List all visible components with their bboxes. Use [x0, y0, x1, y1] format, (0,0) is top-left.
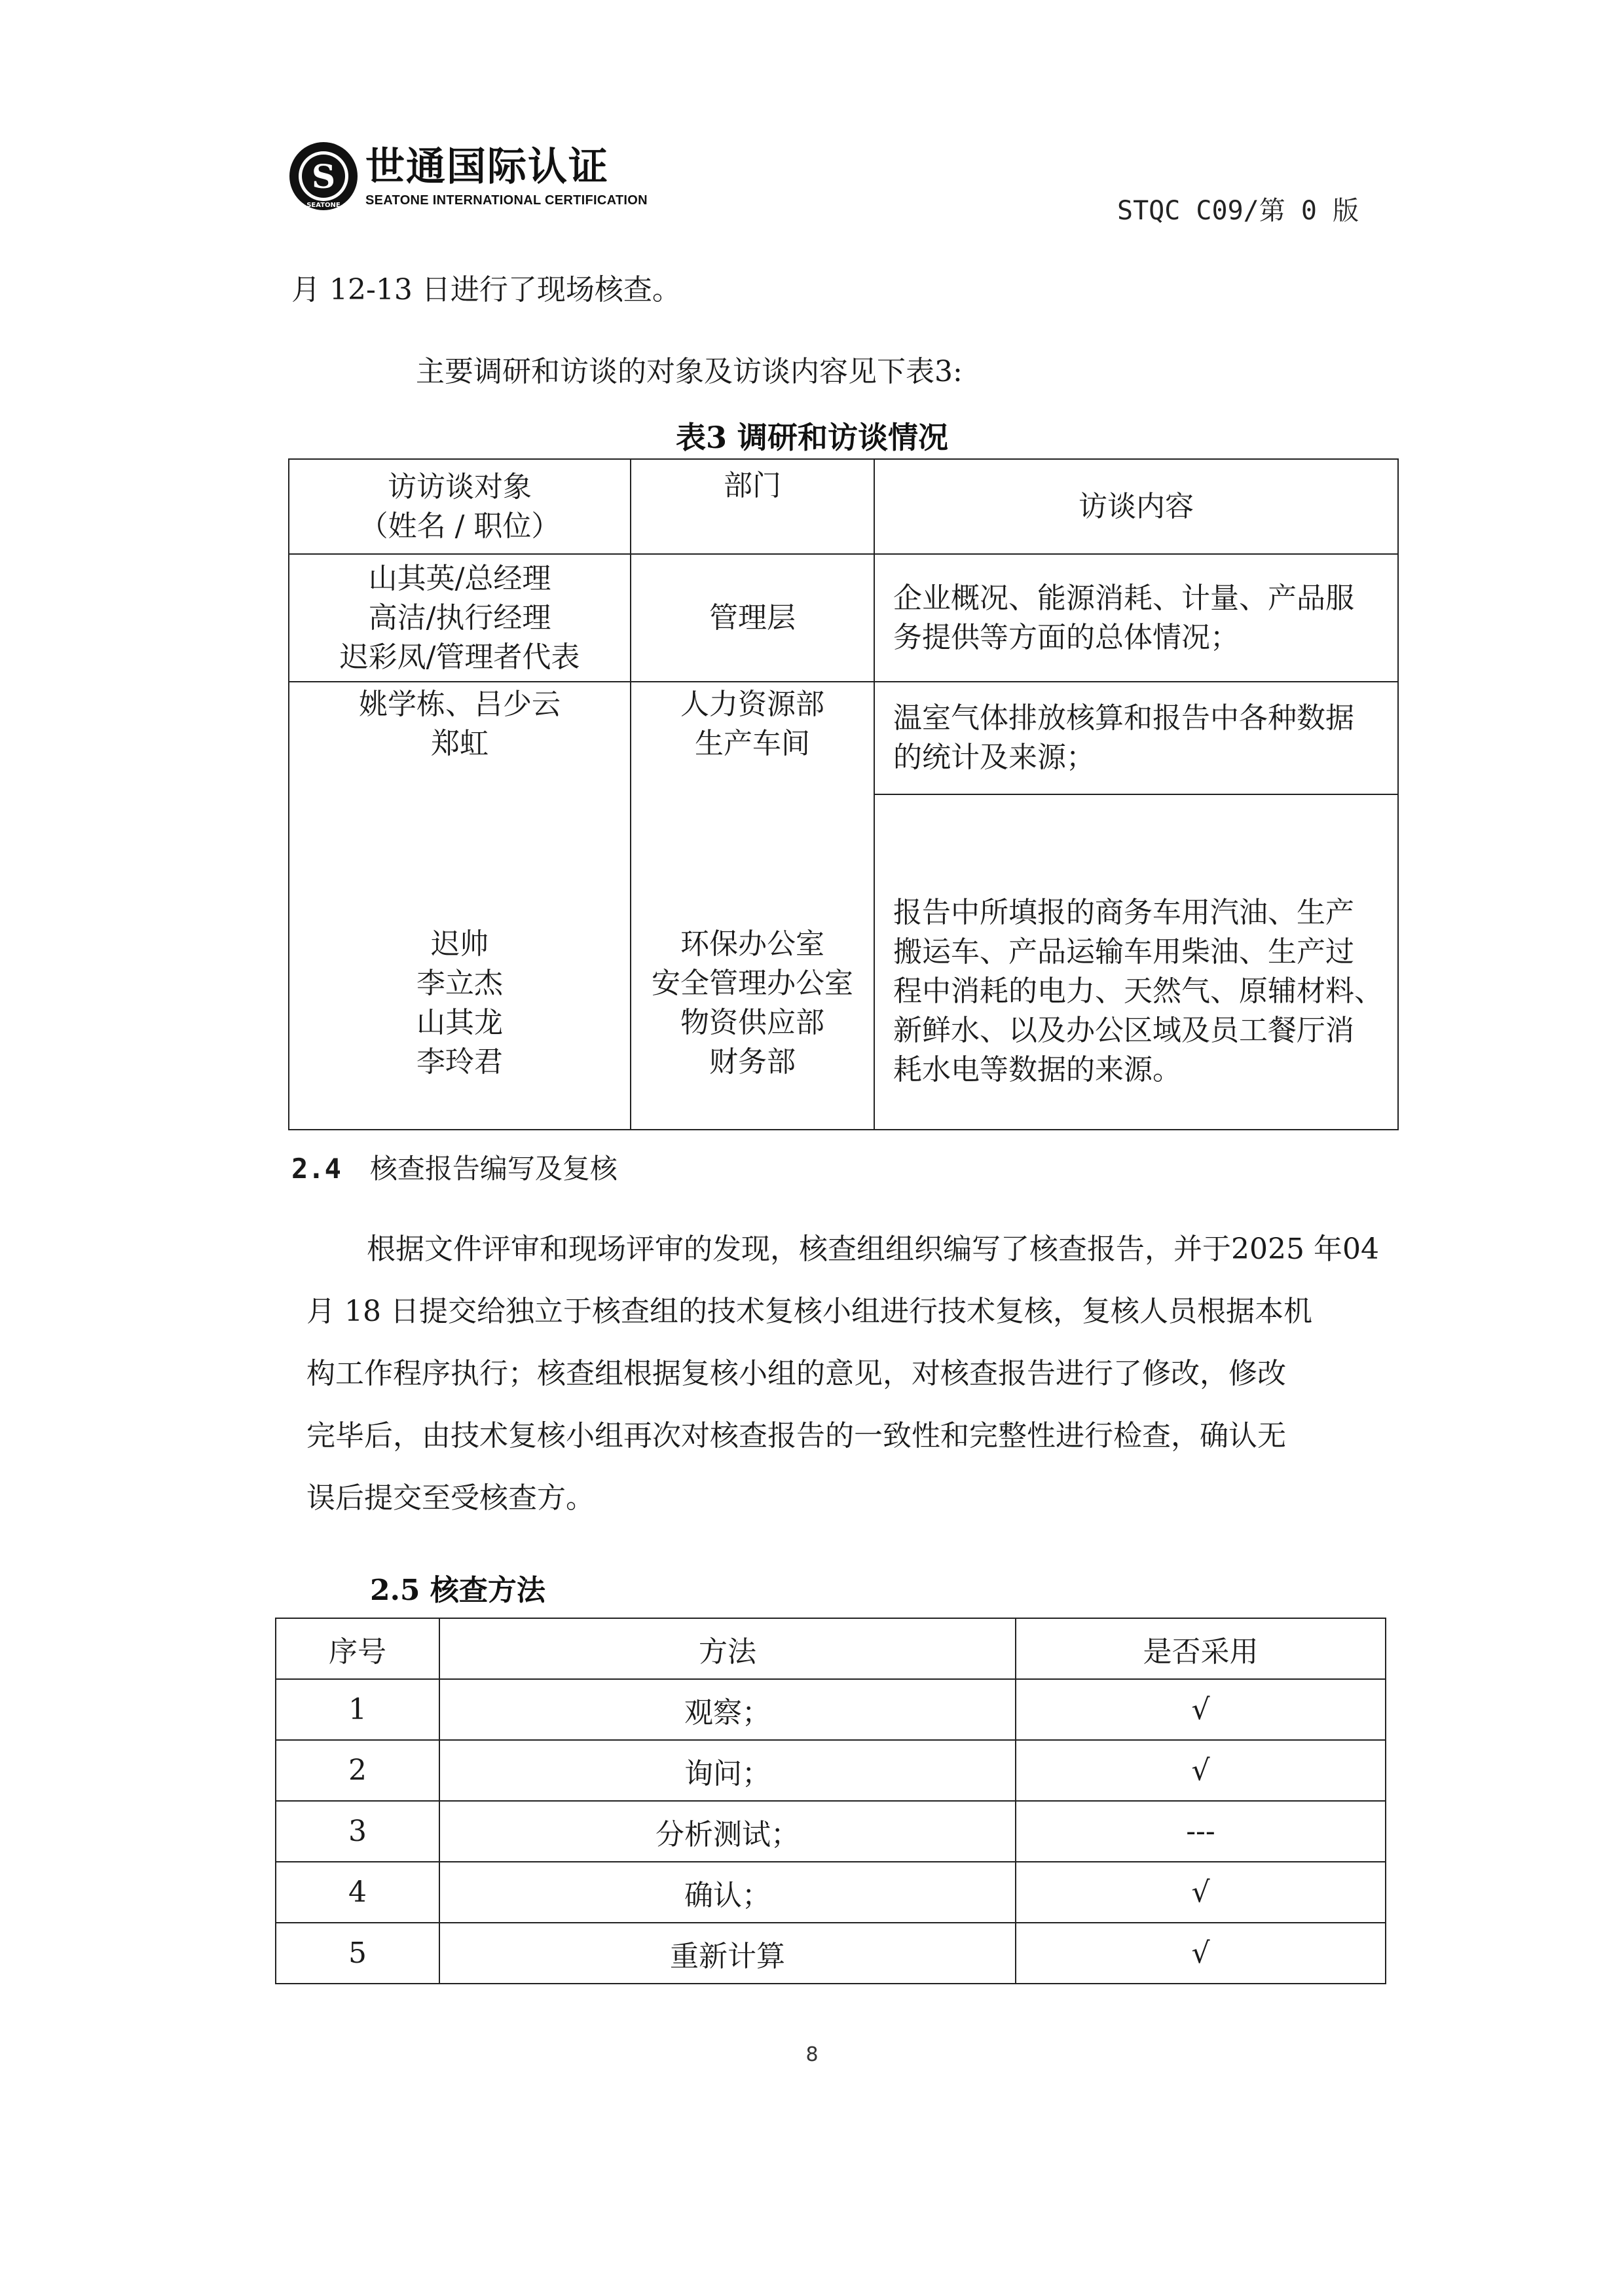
- table-row: [276, 1679, 1386, 1740]
- persons-group-a: 姚学栋、吕少云 郑虹: [359, 688, 561, 760]
- method-table: [275, 1618, 1386, 1984]
- table-row: [289, 554, 1398, 682]
- interview-table: [288, 458, 1399, 1130]
- content-cell: 温室气体排放核算和报告中各种数据 的统计及来源；: [874, 682, 1398, 794]
- section-2-4-heading: [291, 1147, 618, 1187]
- row-used: ---: [1016, 1801, 1386, 1862]
- dept-group-b: 环保办公室 安全管理办公室 物资供应部 财务部: [652, 927, 853, 1079]
- section-number: 2.4: [291, 1153, 341, 1185]
- page-number: 8: [805, 2043, 819, 2066]
- row-no: 4: [276, 1862, 439, 1923]
- dept-group-a: 人力资源部 生产车间: [680, 688, 824, 760]
- body-line-2: 主要调研和访谈的对象及访谈内容见下表3:: [416, 355, 963, 388]
- header-interviewee: 访访谈对象 （姓名 / 职位）: [289, 459, 631, 554]
- seal-ring-text: SEATONE: [306, 202, 341, 209]
- content-cell: 企业概况、能源消耗、计量、产品服 务提供等方面的总体情况；: [874, 554, 1398, 682]
- content-cell: 报告中所填报的商务车用汽油、生产 搬运车、产品运输车用柴油、生产过 程中消耗的电力、天然气、原辅材料、 新鲜水、以及办公区域及员工餐厅消 耗水电等数据的来源。: [874, 794, 1398, 1130]
- row-no: 2: [276, 1740, 439, 1801]
- table-row: [276, 1862, 1386, 1923]
- brand-name-en: SEATONE INTERNATIONAL CERTIFICATION: [365, 193, 648, 208]
- document-code: STQC C09/第 0 版: [1117, 196, 1359, 226]
- paragraph-line: 完毕后，由技术复核小组再次对核查报告的一致性和完整性进行检查，确认无: [306, 1419, 1286, 1453]
- seal-logo-icon: [288, 141, 359, 212]
- brand-name-cn: 世通国际认证: [365, 144, 609, 190]
- table-row: [276, 1923, 1386, 1984]
- row-used: √: [1016, 1679, 1386, 1740]
- header-content: 访谈内容: [874, 459, 1398, 554]
- table-row: [276, 1801, 1386, 1862]
- section-2-5-heading: 2.5 核查方法: [370, 1574, 545, 1607]
- row-used: √: [1016, 1740, 1386, 1801]
- table3-caption: 表3 调研和访谈情况: [675, 420, 949, 455]
- table-row: [276, 1740, 1386, 1801]
- paragraph-line: 月 18 日提交给独立于核查组的技术复核小组进行技术复核，复核人员根据本机: [306, 1295, 1312, 1328]
- paragraph-line: 误后提交至受核查方。: [306, 1481, 595, 1515]
- row-method: 重新计算: [439, 1923, 1016, 1984]
- row-method: 询问；: [439, 1740, 1016, 1801]
- paragraph-line: 构工作程序执行；核查组根据复核小组的意见，对核查报告进行了修改，修改: [306, 1357, 1286, 1390]
- table-header-row: [289, 459, 1398, 554]
- dept-cell-merged: [631, 682, 874, 1130]
- persons-cell-merged: [289, 682, 631, 1130]
- row-no: 3: [276, 1801, 439, 1862]
- header-used: 是否采用: [1016, 1618, 1386, 1679]
- table-header-row: [276, 1618, 1386, 1679]
- row-method: 观察；: [439, 1679, 1016, 1740]
- table-row: [289, 682, 1398, 794]
- header-method: 方法: [439, 1618, 1016, 1679]
- section-title: 核查报告编写及复核: [369, 1153, 618, 1185]
- persons-group-b: 迟帅 李立杰 山其龙 李玲君: [416, 927, 503, 1079]
- row-no: 5: [276, 1923, 439, 1984]
- row-method: 确认；: [439, 1862, 1016, 1923]
- company-logo: [288, 141, 648, 219]
- body-line-1: 月 12-13 日进行了现场核查。: [291, 273, 681, 306]
- header-department: 部门: [631, 459, 874, 554]
- dept-cell: 管理层: [631, 554, 874, 682]
- row-used: √: [1016, 1923, 1386, 1984]
- row-method: 分析测试；: [439, 1801, 1016, 1862]
- paragraph-line: 根据文件评审和现场评审的发现，核查组组织编写了核查报告，并于2025 年04: [367, 1232, 1379, 1266]
- header-no: 序号: [276, 1618, 439, 1679]
- seal-letter: S: [311, 157, 336, 196]
- row-no: 1: [276, 1679, 439, 1740]
- row-used: √: [1016, 1862, 1386, 1923]
- section-2-4-paragraph: [306, 1218, 1379, 1529]
- persons-cell: 山其英/总经理 高洁/执行经理 迟彩凤/管理者代表: [289, 554, 631, 682]
